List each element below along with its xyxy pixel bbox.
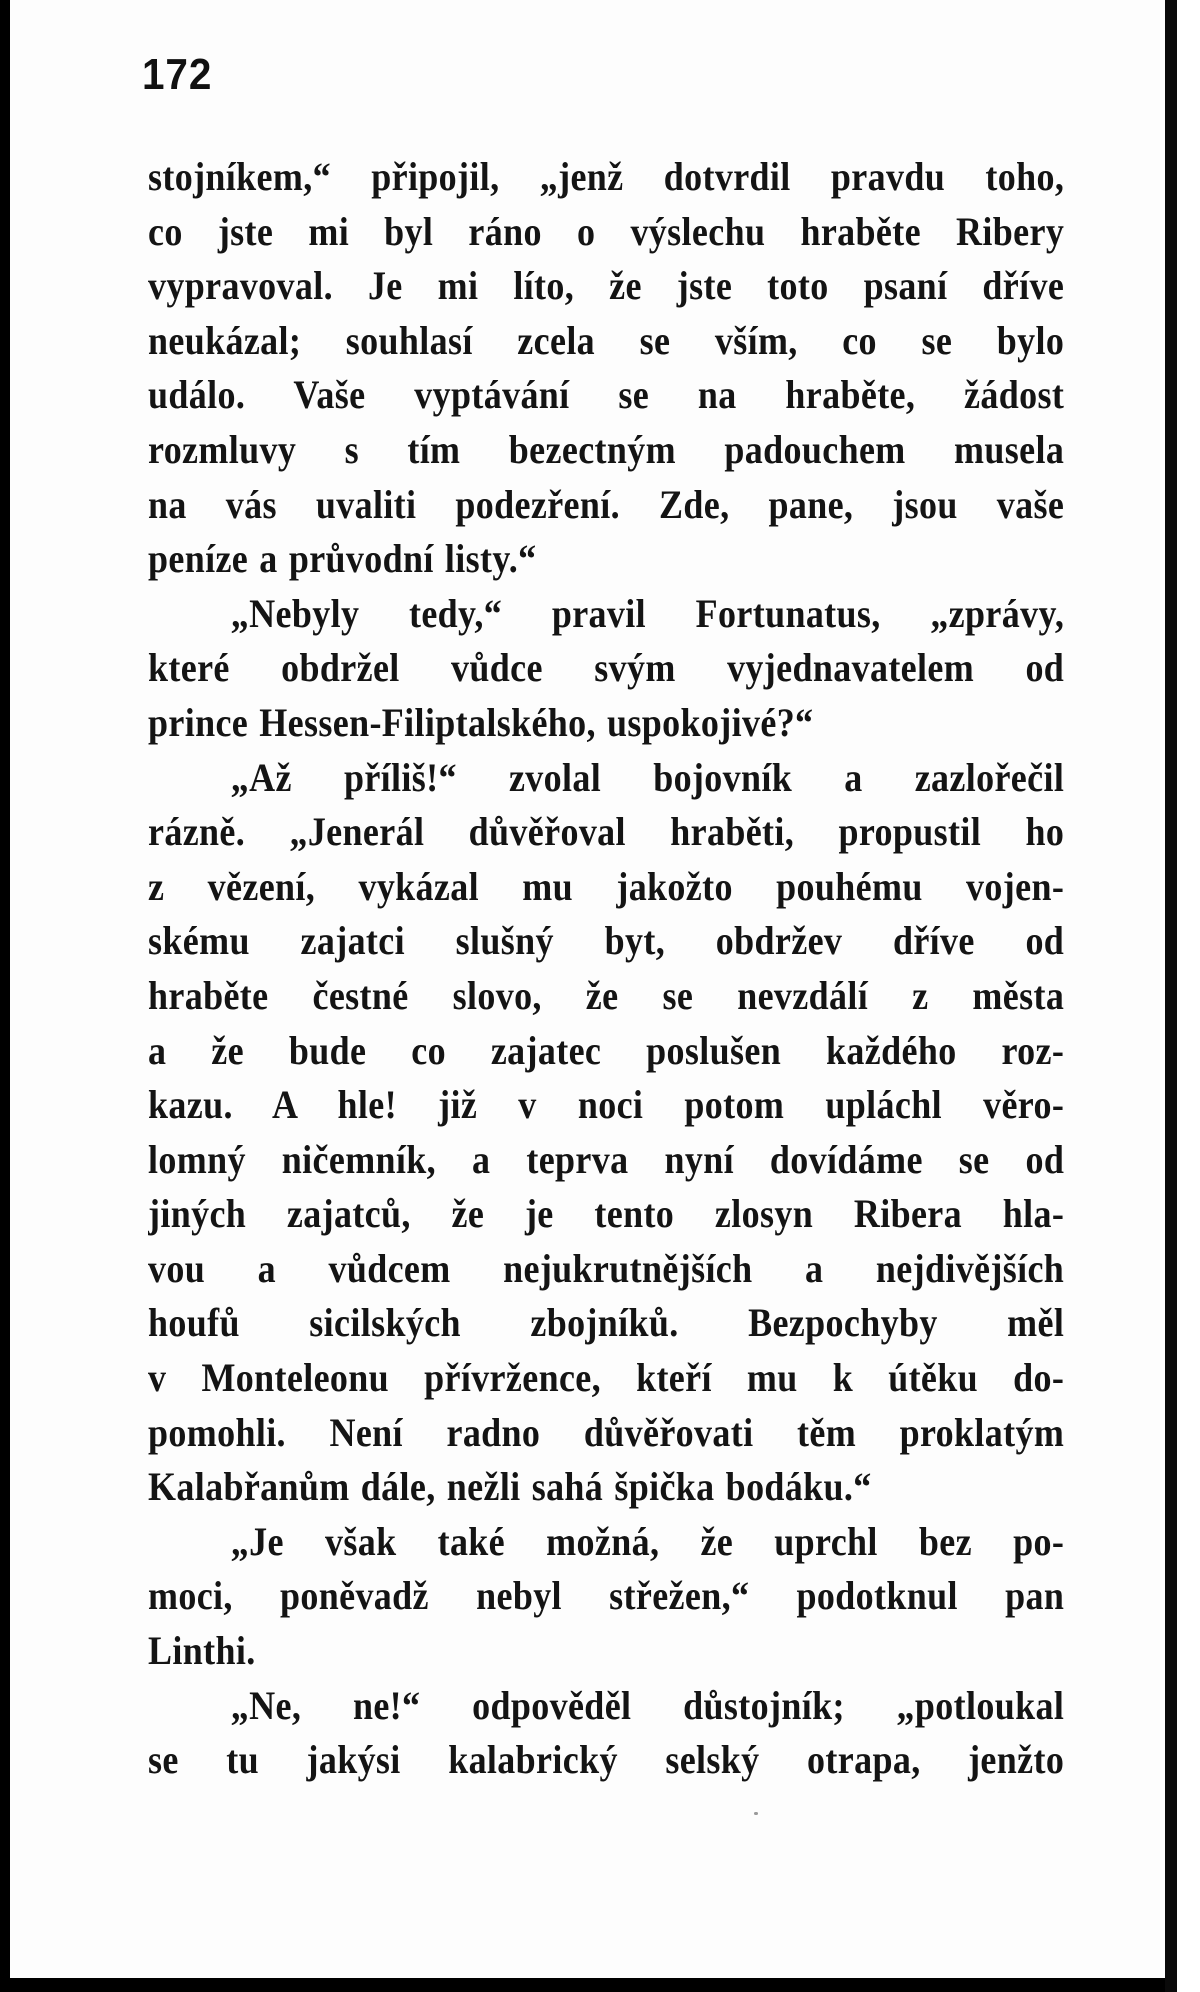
- text-line: pomohli. Není radno důvěřovati těm proklatým: [148, 1409, 1065, 1455]
- paragraph-first-line: „Je však také možná, že uprchl bez po-: [230, 1518, 1065, 1564]
- text-line: z vězení, vykázal mu jakožto pouhému vojen-: [148, 863, 1065, 909]
- paragraph-first-line: „Ne, ne!“ odpověděl důstojník; „potloukal: [230, 1682, 1065, 1728]
- paragraph-first-line: „Až příliš!“ zvolal bojovník a zazlořečil: [230, 754, 1065, 800]
- text-line: které obdržel vůdce svým vyjednavatelem od: [148, 645, 1065, 691]
- text-line: hraběte čestné slovo, že se nevzdálí z města: [148, 972, 1065, 1018]
- text-line: lomný ničemník, a teprva nyní dovídáme se od: [148, 1136, 1065, 1182]
- body-text: [148, 150, 1068, 1788]
- text-line: událo. Vaše vyptávání se na hraběte, žádost: [148, 372, 1065, 418]
- text-line: rázně. „Jenerál důvěřoval hraběti, propustil ho: [148, 809, 1065, 855]
- text-line: rozmluvy s tím bezectným padouchem musela: [148, 426, 1065, 472]
- text-line: skému zajatci slušný byt, obdržev dříve od: [148, 918, 1065, 964]
- text-line: prince Hessen-Filiptalského, uspokojivé?“: [148, 699, 814, 745]
- text-line: kazu. A hle! již v noci potom upláchl věro-: [148, 1082, 1065, 1128]
- paragraph-first-line: „Nebyly tedy,“ pravil Fortunatus, „zprávy,: [230, 590, 1065, 636]
- text-line: vypravoval. Je mi líto, že jste toto psaní dříve: [148, 263, 1065, 309]
- text-line: peníze a průvodní listy.“: [148, 536, 537, 582]
- text-line: co jste mi byl ráno o výslechu hraběte Ribery: [148, 208, 1065, 254]
- scan-margin: [1177, 0, 1200, 1992]
- text-line: neukázal; souhlasí zcela se vším, co se bylo: [148, 317, 1065, 363]
- text-line: a že bude co zajatec poslušen každého roz-: [148, 1027, 1065, 1073]
- paper-speck: [754, 1812, 758, 1815]
- text-line: na vás uvaliti podezření. Zde, pane, jsou vaše: [148, 481, 1065, 527]
- text-line: jiných zajatců, že je tento zlosyn Ribera hla-: [148, 1191, 1065, 1237]
- text-line: stojníkem,“ připojil, „jenž dotvrdil pravdu toho,: [148, 154, 1065, 199]
- text-line: se tu jakýsi kalabrický selský otrapa, jenžto: [148, 1737, 1065, 1783]
- text-line: Kalabřanům dále, nežli sahá špička bodáku.“: [148, 1464, 872, 1510]
- text-line: houfů sicilských zbojníků. Bezpochyby měl: [148, 1300, 1065, 1346]
- text-line: Linthi.: [148, 1628, 256, 1674]
- page-number: 172: [142, 50, 213, 99]
- text-line: moci, poněvadž nebyl střežen,“ podotknul pan: [148, 1573, 1065, 1619]
- page-edge-shadow: [1165, 0, 1177, 1992]
- text-line: vou a vůdcem nejukrutnějších a nejdivějších: [148, 1245, 1065, 1291]
- text-line: v Monteleonu přívržence, kteří mu k útěku do-: [148, 1355, 1065, 1401]
